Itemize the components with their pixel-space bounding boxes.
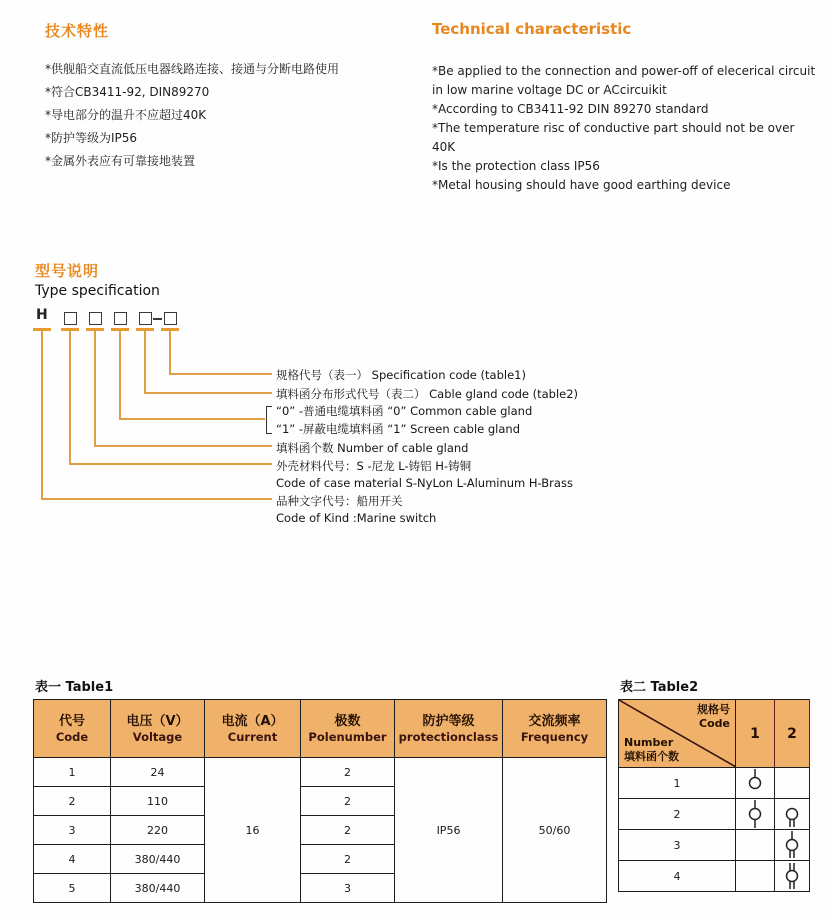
corner-code-label: 规格号 Code bbox=[697, 703, 730, 730]
leader-gland-count-h bbox=[94, 445, 272, 447]
table2 bbox=[618, 699, 810, 892]
model-box-1 bbox=[64, 312, 77, 325]
table1-header-code: 代号 Code bbox=[34, 700, 111, 758]
table1-header-current: 电流（A） Current bbox=[205, 700, 301, 758]
table1-cell: 220 bbox=[111, 816, 205, 845]
table2-title: 表二 Table2 bbox=[620, 680, 699, 695]
label-option-1: “1” -屏蔽电缆填料函 “1” Screen cable gland bbox=[276, 422, 520, 436]
typespec-title-cn: 型号说明 bbox=[35, 262, 100, 280]
model-dash bbox=[153, 318, 162, 320]
tech-en-line: in low marine voltage DC or ACcircuikit bbox=[432, 83, 667, 97]
table1-cell: 2 bbox=[301, 787, 395, 816]
table2-header-row bbox=[619, 700, 810, 768]
table1-cell-frequency-merged: 50/60 bbox=[503, 758, 607, 903]
label-option-0: “0” -普通电缆填料函 “0” Common cable gland bbox=[276, 404, 533, 418]
model-box-2 bbox=[89, 312, 102, 325]
table1-cell: 380/440 bbox=[111, 845, 205, 874]
tech-title-en: Technical characteristic bbox=[432, 20, 632, 38]
table1-cell: 4 bbox=[34, 845, 111, 874]
table1-cell: 2 bbox=[301, 816, 395, 845]
table2-number: 4 bbox=[619, 861, 736, 892]
label-gland-code: 填料函分布形式代号（表二） Cable gland code (table2) bbox=[276, 387, 579, 401]
leader-spec-code-h bbox=[169, 373, 272, 375]
leader-gland-code-h bbox=[144, 392, 272, 394]
tech-cn-line: *导电部分的温升不应超过40K bbox=[45, 108, 207, 122]
table2-row bbox=[619, 768, 810, 799]
gland-symbol bbox=[775, 768, 810, 799]
typespec-title-en: Type specification bbox=[35, 283, 160, 299]
table1-header-voltage: 电压（V） Voltage bbox=[111, 700, 205, 758]
table1-header-polenumber: 极数 Polenumber bbox=[301, 700, 395, 758]
table2-col-2: 2 bbox=[775, 700, 810, 768]
tech-en-line: *The temperature risc of conductive part should not be over bbox=[432, 121, 795, 135]
table1 bbox=[33, 699, 607, 903]
model-prefix: H bbox=[36, 307, 48, 323]
options-bracket bbox=[266, 406, 272, 434]
corner-number-label: Number 填料函个数 bbox=[624, 736, 679, 763]
leader-spec-code bbox=[169, 331, 171, 375]
table1-cell: 3 bbox=[34, 816, 111, 845]
gland-symbol bbox=[736, 830, 775, 861]
leader-gland-type-h bbox=[119, 418, 265, 420]
leader-gland-type bbox=[119, 331, 121, 420]
tech-cn-line: *供舰船交直流低压电器线路连接、接通与分断电路使用 bbox=[45, 62, 340, 76]
table1-cell: 2 bbox=[301, 758, 395, 787]
gland-symbol bbox=[736, 799, 775, 830]
table1-title: 表一 Table1 bbox=[35, 680, 114, 695]
table2-row bbox=[619, 830, 810, 861]
tech-en-line: 40K bbox=[432, 140, 456, 154]
label-material-cn: 外壳材料代号：S -尼龙 L-铸铝 H-铸铜 bbox=[276, 459, 472, 473]
leader-kind-h bbox=[41, 498, 272, 500]
tech-en-line: *According to CB3411-92 DIN 89270 standard bbox=[432, 102, 709, 116]
tech-lines-cn bbox=[45, 58, 339, 173]
leader-material-h bbox=[69, 463, 272, 465]
table1-cell: 2 bbox=[301, 845, 395, 874]
tech-en-line: *Is the protection class IP56 bbox=[432, 159, 600, 173]
tech-en-line: *Be applied to the connection and power-off of elecerical circuit bbox=[432, 64, 816, 78]
tech-title-cn: 技术特性 bbox=[45, 22, 110, 40]
table1-header-frequency: 交流频率 Frequency bbox=[503, 700, 607, 758]
table1-cell: 3 bbox=[301, 874, 395, 903]
model-box-3 bbox=[114, 312, 127, 325]
tech-en-line: *Metal housing should have good earthing device bbox=[432, 178, 731, 192]
model-box-5 bbox=[164, 312, 177, 325]
label-material-en: Code of case material S-NyLon L-Aluminum H-Brass bbox=[276, 476, 573, 490]
gland-symbol bbox=[775, 799, 810, 830]
table1-cell: 380/440 bbox=[111, 874, 205, 903]
gland-symbol bbox=[736, 861, 775, 892]
leader-gland-code bbox=[144, 331, 146, 394]
gland-symbol bbox=[775, 861, 810, 892]
leader-kind bbox=[41, 331, 43, 500]
table2-corner-cell bbox=[619, 700, 736, 768]
label-spec-code: 规格代号（表一） Specification code (table1) bbox=[276, 368, 526, 382]
label-kind-en: Code of Kind :Marine switch bbox=[276, 511, 437, 525]
leader-gland-count bbox=[94, 331, 96, 447]
table2-col-1: 1 bbox=[736, 700, 775, 768]
tech-cn-line: *防护等级为IP56 bbox=[45, 131, 138, 145]
table2-number: 3 bbox=[619, 830, 736, 861]
table1-row bbox=[34, 758, 607, 787]
table1-cell: 110 bbox=[111, 787, 205, 816]
leader-material bbox=[69, 331, 71, 465]
tech-lines-en bbox=[432, 62, 815, 195]
tech-cn-line: *符合CB3411-92, DIN89270 bbox=[45, 85, 210, 99]
gland-symbol bbox=[775, 830, 810, 861]
label-kind-cn: 品种文字代号：船用开关 bbox=[276, 494, 403, 508]
table1-cell: 24 bbox=[111, 758, 205, 787]
table1-cell: 5 bbox=[34, 874, 111, 903]
table1-cell: 2 bbox=[34, 787, 111, 816]
table1-cell: 1 bbox=[34, 758, 111, 787]
label-gland-count: 填料函个数 Number of cable gland bbox=[276, 441, 469, 455]
table2-number: 1 bbox=[619, 768, 736, 799]
gland-symbol bbox=[736, 768, 775, 799]
table1-cell-current-merged: 16 bbox=[205, 758, 301, 903]
table2-number: 2 bbox=[619, 799, 736, 830]
table1-cell-protection-merged: IP56 bbox=[395, 758, 503, 903]
table1-header-row bbox=[34, 700, 607, 758]
table2-row bbox=[619, 799, 810, 830]
table1-header-protection: 防护等级 protectionclass bbox=[395, 700, 503, 758]
tech-cn-line: *金属外表应有可靠接地装置 bbox=[45, 154, 196, 168]
table2-row bbox=[619, 861, 810, 892]
model-box-4 bbox=[139, 312, 152, 325]
